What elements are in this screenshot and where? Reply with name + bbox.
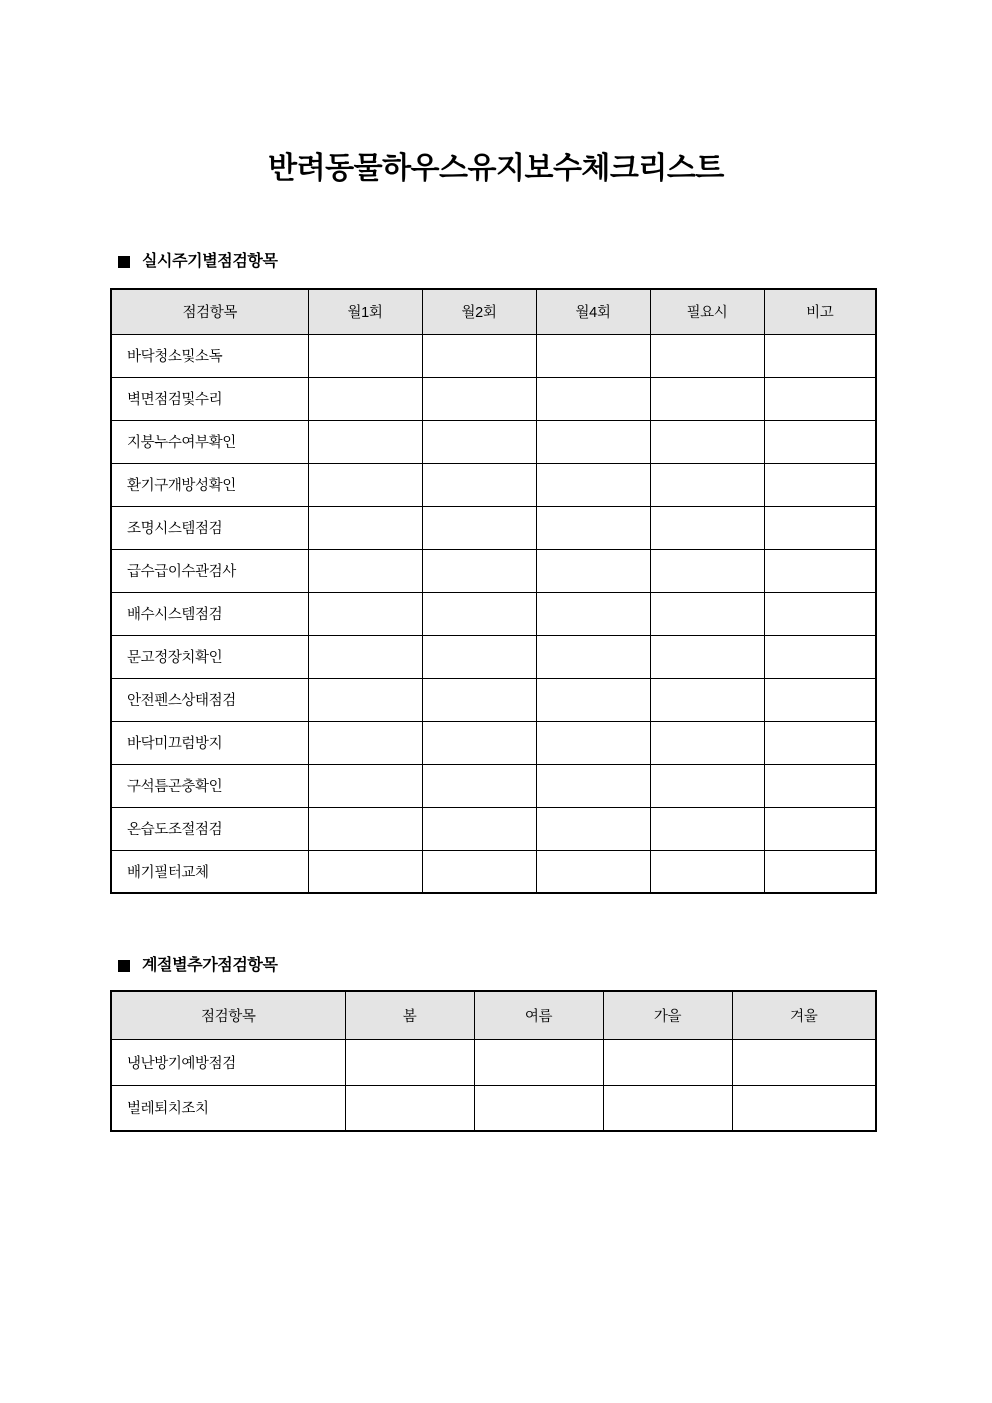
table-row: [111, 549, 876, 592]
table-row: [111, 506, 876, 549]
checkbox-cell-monthly2[interactable]: [422, 764, 536, 807]
table-header-row: [111, 991, 876, 1039]
checkbox-cell-asneeded[interactable]: [650, 334, 764, 377]
inspection-item-label: 문고정장치확인: [111, 635, 308, 678]
checkbox-cell-asneeded[interactable]: [650, 420, 764, 463]
inspection-item-label: 배기필터교체: [111, 850, 308, 893]
inspection-item-label: 온습도조절점검: [111, 807, 308, 850]
checkbox-cell-monthly4[interactable]: [536, 850, 650, 893]
inspection-item-label: 바닥청소및소독: [111, 334, 308, 377]
checkbox-cell-asneeded[interactable]: [650, 506, 764, 549]
checkbox-cell-winter[interactable]: [732, 1085, 876, 1131]
checkbox-cell-asneeded[interactable]: [650, 463, 764, 506]
checkbox-cell-asneeded[interactable]: [650, 377, 764, 420]
table-row: [111, 635, 876, 678]
checkbox-cell-monthly2[interactable]: [422, 377, 536, 420]
checkbox-cell-autumn[interactable]: [603, 1039, 732, 1085]
checkbox-cell-monthly1[interactable]: [308, 678, 422, 721]
section-heading-periodic: [118, 251, 278, 273]
inspection-item-label: 벽면점검및수리: [111, 377, 308, 420]
checkbox-cell-monthly1[interactable]: [308, 592, 422, 635]
column-header-remarks: 비고: [764, 289, 876, 334]
checkbox-cell-asneeded[interactable]: [650, 678, 764, 721]
checkbox-cell-monthly2[interactable]: [422, 420, 536, 463]
checkbox-cell-monthly2[interactable]: [422, 807, 536, 850]
checkbox-cell-monthly2[interactable]: [422, 549, 536, 592]
checkbox-cell-monthly4[interactable]: [536, 377, 650, 420]
checkbox-cell-monthly1[interactable]: [308, 463, 422, 506]
column-header-monthly2: 월2회: [422, 289, 536, 334]
checkbox-cell-monthly2[interactable]: [422, 592, 536, 635]
checkbox-cell-monthly1[interactable]: [308, 420, 422, 463]
checkbox-cell-monthly1[interactable]: [308, 635, 422, 678]
checkbox-cell-monthly2[interactable]: [422, 721, 536, 764]
checkbox-cell-monthly2[interactable]: [422, 850, 536, 893]
remarks-cell[interactable]: [764, 850, 876, 893]
remarks-cell[interactable]: [764, 807, 876, 850]
table-row: [111, 807, 876, 850]
checkbox-cell-monthly4[interactable]: [536, 506, 650, 549]
checkbox-cell-asneeded[interactable]: [650, 850, 764, 893]
table-row: [111, 377, 876, 420]
inspection-item-label: 구석틈곤충확인: [111, 764, 308, 807]
table-row: [111, 678, 876, 721]
column-header-asneeded: 필요시: [650, 289, 764, 334]
remarks-cell[interactable]: [764, 549, 876, 592]
column-header-spring: 봄: [345, 991, 474, 1039]
column-header-item: 점검항목: [111, 289, 308, 334]
seasonal-inspection-table: [110, 990, 877, 1132]
checkbox-cell-monthly4[interactable]: [536, 549, 650, 592]
checkbox-cell-monthly4[interactable]: [536, 635, 650, 678]
checkbox-cell-monthly1[interactable]: [308, 549, 422, 592]
column-header-summer: 여름: [474, 991, 603, 1039]
checkbox-cell-monthly1[interactable]: [308, 764, 422, 807]
checkbox-cell-monthly2[interactable]: [422, 678, 536, 721]
checkbox-cell-asneeded[interactable]: [650, 549, 764, 592]
square-bullet-icon: [118, 256, 130, 268]
remarks-cell[interactable]: [764, 334, 876, 377]
checkbox-cell-monthly2[interactable]: [422, 506, 536, 549]
checkbox-cell-monthly4[interactable]: [536, 764, 650, 807]
table-row: [111, 334, 876, 377]
inspection-item-label: 안전펜스상태점검: [111, 678, 308, 721]
table-row: [111, 850, 876, 893]
checkbox-cell-monthly1[interactable]: [308, 721, 422, 764]
table-row: [111, 1085, 876, 1131]
inspection-item-label: 조명시스템점검: [111, 506, 308, 549]
inspection-item-label: 배수시스템점검: [111, 592, 308, 635]
column-header-winter: 겨울: [732, 991, 876, 1039]
remarks-cell[interactable]: [764, 377, 876, 420]
inspection-item-label: 급수급이수관검사: [111, 549, 308, 592]
checkbox-cell-asneeded[interactable]: [650, 807, 764, 850]
table-row: [111, 764, 876, 807]
checkbox-cell-monthly1[interactable]: [308, 850, 422, 893]
remarks-cell[interactable]: [764, 721, 876, 764]
checkbox-cell-asneeded[interactable]: [650, 721, 764, 764]
checkbox-cell-spring[interactable]: [345, 1039, 474, 1085]
remarks-cell[interactable]: [764, 420, 876, 463]
checkbox-cell-monthly4[interactable]: [536, 678, 650, 721]
table-row: [111, 463, 876, 506]
checkbox-cell-monthly2[interactable]: [422, 635, 536, 678]
inspection-item-label: 벌레퇴치조치: [111, 1085, 345, 1131]
checkbox-cell-monthly1[interactable]: [308, 506, 422, 549]
checkbox-cell-monthly4[interactable]: [536, 334, 650, 377]
periodic-inspection-table: [110, 288, 877, 894]
column-header-item: 점검항목: [111, 991, 345, 1039]
checkbox-cell-summer[interactable]: [474, 1039, 603, 1085]
checkbox-cell-autumn[interactable]: [603, 1085, 732, 1131]
section-heading-label: 계절별추가점검항목: [142, 957, 278, 974]
square-bullet-icon: [118, 960, 130, 972]
table-header-row: [111, 289, 876, 334]
column-header-monthly1: 월1회: [308, 289, 422, 334]
checkbox-cell-monthly4[interactable]: [536, 420, 650, 463]
remarks-cell[interactable]: [764, 592, 876, 635]
section-heading-seasonal: [118, 955, 278, 977]
remarks-cell[interactable]: [764, 463, 876, 506]
checkbox-cell-asneeded[interactable]: [650, 635, 764, 678]
checkbox-cell-monthly1[interactable]: [308, 334, 422, 377]
checkbox-cell-summer[interactable]: [474, 1085, 603, 1131]
table-row: [111, 1039, 876, 1085]
inspection-item-label: 환기구개방성확인: [111, 463, 308, 506]
page-title: 반려동물하우스유지보수체크리스트: [268, 152, 724, 186]
checkbox-cell-monthly1[interactable]: [308, 807, 422, 850]
table-row: [111, 721, 876, 764]
table-row: [111, 420, 876, 463]
inspection-item-label: 냉난방기예방점검: [111, 1039, 345, 1085]
table-row: [111, 592, 876, 635]
inspection-item-label: 지붕누수여부확인: [111, 420, 308, 463]
checkbox-cell-spring[interactable]: [345, 1085, 474, 1131]
remarks-cell[interactable]: [764, 506, 876, 549]
checkbox-cell-winter[interactable]: [732, 1039, 876, 1085]
checkbox-cell-asneeded[interactable]: [650, 764, 764, 807]
remarks-cell[interactable]: [764, 635, 876, 678]
checkbox-cell-monthly4[interactable]: [536, 807, 650, 850]
inspection-item-label: 바닥미끄럼방지: [111, 721, 308, 764]
checkbox-cell-monthly4[interactable]: [536, 463, 650, 506]
remarks-cell[interactable]: [764, 678, 876, 721]
checkbox-cell-monthly4[interactable]: [536, 721, 650, 764]
remarks-cell[interactable]: [764, 764, 876, 807]
checkbox-cell-monthly1[interactable]: [308, 377, 422, 420]
checkbox-cell-monthly2[interactable]: [422, 334, 536, 377]
checkbox-cell-monthly4[interactable]: [536, 592, 650, 635]
column-header-autumn: 가을: [603, 991, 732, 1039]
section-heading-label: 실시주기별점검항목: [142, 253, 278, 270]
column-header-monthly4: 월4회: [536, 289, 650, 334]
checkbox-cell-asneeded[interactable]: [650, 592, 764, 635]
checkbox-cell-monthly2[interactable]: [422, 463, 536, 506]
